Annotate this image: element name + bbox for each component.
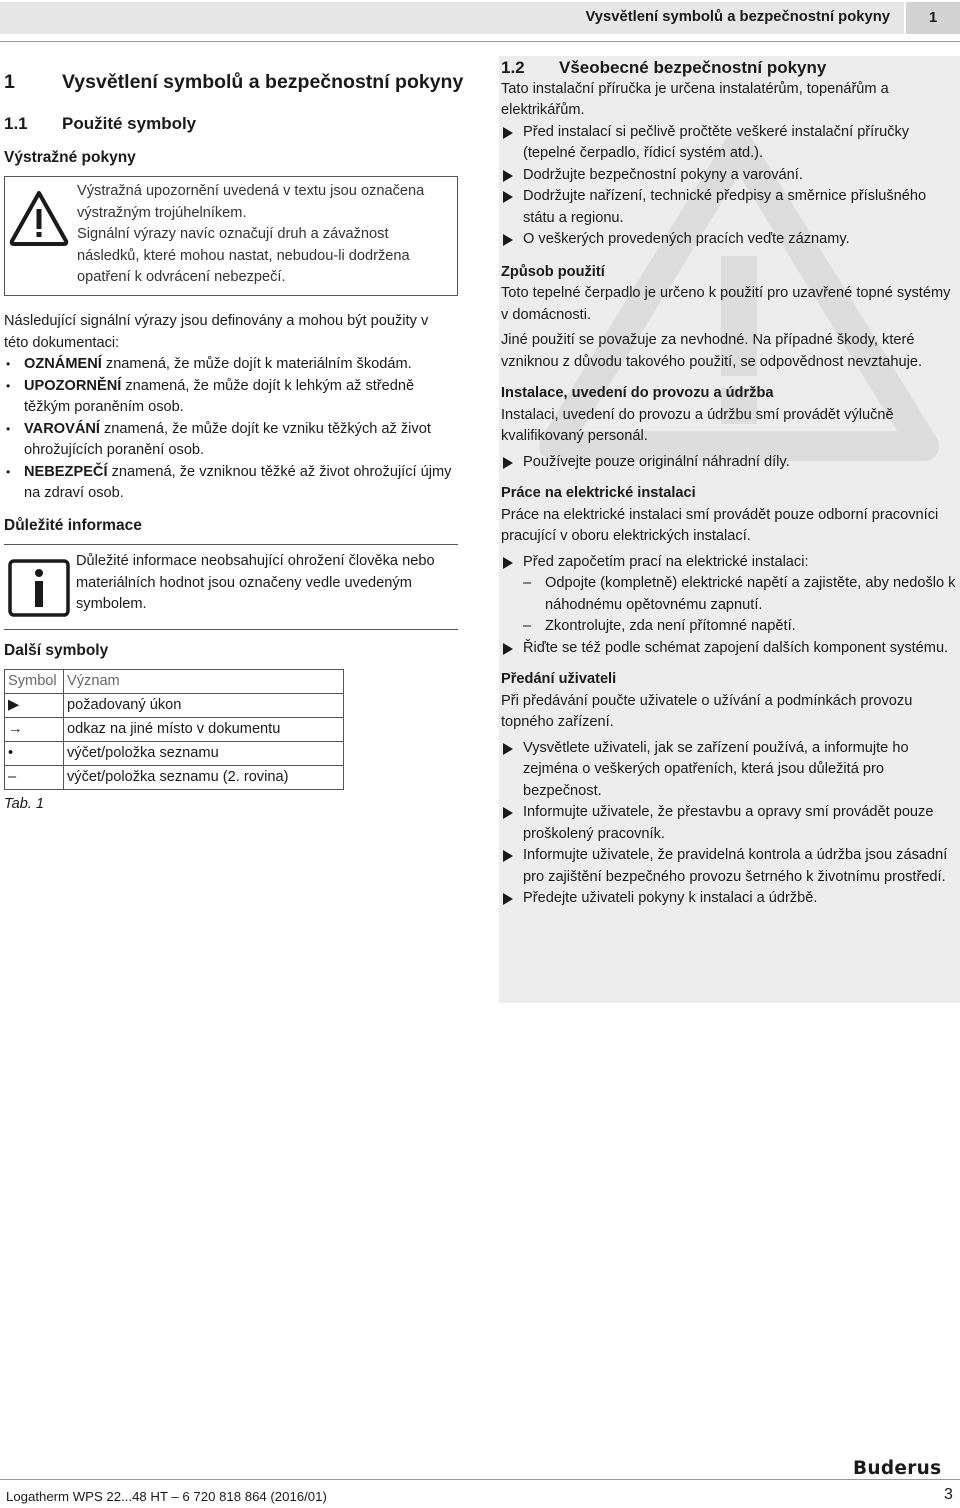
section-heading-1-1 — [4, 113, 196, 135]
info-icon — [8, 559, 70, 625]
table-cell: požadovaný úkon — [64, 694, 344, 718]
handover-text: Při předávání poučte uživatele o užívání a podmínkách provozu topného zařízení. — [501, 692, 913, 730]
list-item: Používejte pouze originální náhradní díly. — [501, 452, 957, 474]
list-item: Před instalací si pečlivě pročtěte veškeré instalační příručky (tepelné čerpadlo, řídicí systém atd.). — [501, 122, 957, 165]
table-header-row — [5, 670, 344, 694]
intro-text: Tato instalační příručka je určena instalatérům, topenářům a elektrikářům. — [501, 80, 889, 118]
column-header: Symbol — [5, 670, 64, 694]
page-header — [0, 0, 960, 36]
list-item: • UPOZORNĚNÍ znamená, že může dojít k lehkým až středně těžkým poraněním osob. — [4, 376, 458, 419]
table-cell: → — [5, 718, 64, 742]
table-row — [5, 718, 344, 742]
elec-text: Práce na elektrické instalaci smí provádět pouze odborní pracovníci pracující v oboru elektrických instalací. — [501, 506, 939, 544]
subsection-title: Použité symboly — [62, 114, 197, 133]
table-cell: ▶ — [5, 694, 64, 718]
table-row — [5, 766, 344, 790]
info-text: Důležité informace neobsahující ohrožení člověka nebo materiálních hodnot jsou označeny vedle uvedeným symbolem. — [76, 553, 435, 612]
footer-rule — [0, 1479, 960, 1480]
list-item: • VAROVÁNÍ znamená, že může dojít ke vzniku těžkých až život ohrožujících poranění osob. — [4, 419, 458, 462]
use-heading: Způsob použití — [501, 263, 605, 280]
handover-heading: Předání uživateli — [501, 671, 617, 687]
symbols-table — [4, 669, 344, 790]
list-item: O veškerých provedených pracích veďte záznamy. — [501, 229, 957, 251]
header-title: Vysvětlení symbolů a bezpečnostní pokyny — [585, 9, 890, 25]
warning-box — [4, 176, 458, 296]
install-text: Instalaci, uvedení do provozu a údržbu smí provádět výlučně kvalifikovaný personál. — [501, 406, 894, 444]
section-heading-1-2 — [501, 57, 957, 79]
header-rule — [0, 41, 960, 42]
table-caption: Tab. 1 — [4, 796, 45, 812]
safety-panel — [499, 56, 960, 1003]
install-heading: Instalace, uvedení do provozu a údržba — [501, 385, 774, 401]
sub-list-item: – Odpojte (kompletně) elektrické napětí a zajistěte, aby nedošlo k náhodnému opětovnému zapnutí. — [501, 573, 957, 616]
list-item: Před započetím prací na elektrické instalaci: — [501, 552, 957, 574]
other-symbols-heading: Další symboly — [4, 642, 109, 659]
table-cell: výčet/položka seznamu — [64, 742, 344, 766]
list-item: Informujte uživatele, že pravidelná kontrola a údržba jsou zásadní pro zajištění bezpečného provozu šetrného k životnímu prostředí. — [501, 845, 957, 888]
list-item: Vysvětlete uživateli, jak se zařízení používá, a informujte ho zejména o veškerých opatřeních, která jsou důležitá pro bezpečnost. — [501, 738, 957, 803]
list-item: • OZNÁMENÍ znamená, že může dojít k materiálním škodám. — [4, 354, 458, 376]
warning-triangle-icon — [7, 187, 71, 257]
use-text-2: Jiné použití se považuje za nevhodné. Na případné škody, které vzniknou z důvodu takového použití, se odpovědnost nevztahuje. — [501, 332, 923, 370]
page-number: 3 — [944, 1486, 953, 1503]
table-cell: odkaz na jiné místo v dokumentu — [64, 718, 344, 742]
warning-text-1: Výstražná upozornění uvedená v textu jsou označena výstražným trojúhelníkem. — [77, 183, 425, 221]
buderus-logo: Buderus — [853, 1458, 942, 1479]
signal-intro: Následující signální výrazy jsou definovány a mohou být použity v této dokumentaci: — [4, 313, 429, 351]
warning-text-2: Signální výrazy navíc označují druh a závažnost následků, které mohou nastat, nebudou-li dodržena opatření k odvrácení nebezpečí. — [77, 226, 410, 285]
footer-doc-id: Logatherm WPS 22...48 HT – 6 720 818 864 (2016/01) — [6, 1489, 327, 1504]
table-cell: výčet/položka seznamu (2. rovina) — [64, 766, 344, 790]
list-item: Předejte uživateli pokyny k instalaci a údržbě. — [501, 888, 957, 910]
use-text-1: Toto tepelné čerpadlo je určeno k použití pro uzavřené topné systémy v domácnosti. — [501, 285, 951, 323]
header-chapter-number: 1 — [906, 2, 960, 34]
section-heading-1 — [4, 72, 463, 94]
list-item: Informujte uživatele, že přestavbu a opravy smí provádět pouze proškolený pracovník. — [501, 802, 957, 845]
subsection-title: Všeobecné bezpečnostní pokyny — [559, 58, 827, 77]
section-number: 1 — [4, 71, 15, 93]
section-title: Vysvětlení symbolů a bezpečnostní pokyny — [62, 71, 464, 93]
subsection-number: 1.2 — [501, 58, 525, 77]
signal-list — [4, 354, 458, 505]
list-item: Dodržujte bezpečnostní pokyny a varování. — [501, 165, 957, 187]
list-item: • NEBEZPEČÍ znamená, že vzniknou těžké až život ohrožující újmy na zdraví osob. — [4, 462, 458, 505]
sub-list-item: – Zkontrolujte, zda není přítomné napětí. — [501, 616, 957, 638]
list-item: Řiďte se též podle schémat zapojení dalších komponent systému. — [501, 638, 957, 660]
table-cell: • — [5, 742, 64, 766]
table-cell: – — [5, 766, 64, 790]
list-item: Dodržujte nařízení, technické předpisy a směrnice příslušného státu a regionu. — [501, 186, 957, 229]
column-header: Význam — [64, 670, 344, 694]
table-row — [5, 742, 344, 766]
info-heading: Důležité informace — [4, 517, 142, 534]
elec-heading: Práce na elektrické instalaci — [501, 485, 696, 501]
warning-heading: Výstražné pokyny — [4, 149, 136, 166]
subsection-number: 1.1 — [4, 114, 28, 133]
table-row — [5, 694, 344, 718]
info-box — [4, 544, 458, 630]
